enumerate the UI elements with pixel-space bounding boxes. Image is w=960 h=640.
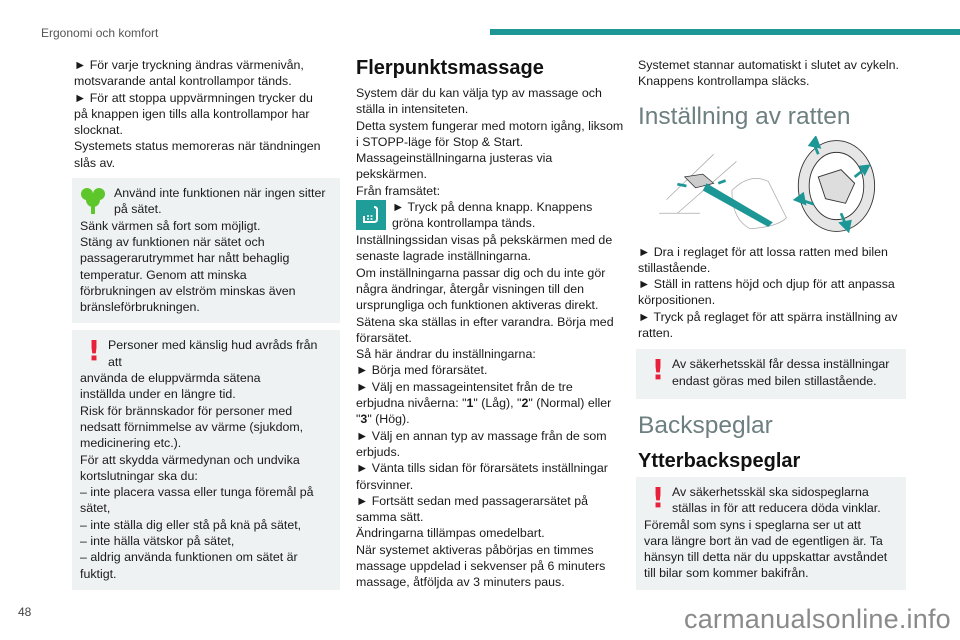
text-line: försvinner. — [356, 477, 414, 492]
massage-button-row — [356, 199, 624, 232]
warning-exclamation-icon: ! — [651, 353, 665, 387]
text-line: ► Välj en annan typ av massage från de som — [356, 428, 607, 443]
text-line: Från framsätet: — [356, 183, 441, 198]
text: " (Hög). — [367, 412, 410, 427]
text-line: samma sätt. — [356, 510, 424, 525]
text-line: bränsleförbrukningen. — [80, 300, 200, 315]
text-line: ► Välj en massageintensitet från de tre — [356, 379, 573, 394]
text-line: – inte hälla vätskor på sätet, — [80, 534, 235, 549]
text-line: medicinering etc.). — [80, 436, 182, 451]
column-1 — [74, 56, 338, 590]
text-line: Systemets status memoreras när tändningen — [74, 139, 321, 154]
text-line: slås av. — [74, 155, 116, 170]
text-line: ► Dra i reglaget för att lossa ratten med bilen — [638, 244, 888, 259]
text-line: gröna kontrollampa tänds. — [392, 216, 536, 231]
text-line: hänsyn till detta när du uppskattar avståndet — [644, 550, 888, 565]
text-line: Föremål som syns i speglarna ser ut att — [644, 517, 861, 532]
text-line: erbjuds. — [356, 444, 401, 459]
column-3 — [638, 56, 904, 590]
warning-exclamation-icon: ! — [651, 480, 665, 514]
text-line: ► För varje tryckning ändras värmenivån, — [74, 58, 304, 72]
text-line: ► Vänta tills sidan för förarsätets inställningar — [356, 461, 608, 476]
section-heading-mirrors: Backspeglar — [638, 411, 773, 439]
text-line: Inställningssidan visas på pekskärmen med de — [356, 233, 613, 248]
text: erbjudna nivåerna: " — [356, 396, 467, 411]
text-line: Så här ändrar du inställningarna: — [356, 347, 536, 362]
text-line: ratten. — [638, 326, 674, 341]
text-line: till bilar som kommer bakifrån. — [644, 566, 809, 581]
section-heading: Flerpunktsmassage — [356, 57, 544, 79]
text-line: Risk för brännskador för personer med — [80, 403, 293, 418]
text-line: För att skydda värmedynan och undvika — [80, 452, 300, 467]
text-line: på sätet. — [114, 202, 162, 217]
text-line: massage, åtföljda av 3 minuters paus. — [356, 575, 565, 590]
eco-note-box — [72, 178, 340, 323]
text-line: Sänk värmen så fort som möjligt. — [80, 218, 261, 233]
text-line: – aldrig använda funktionen om sätet är — [80, 550, 298, 565]
text-line: massage uppdelad i sekvenser på 6 minuters — [356, 559, 606, 574]
text-line: körpositionen. — [638, 293, 716, 308]
text-line: på knappen igen tills alla kontrollampor har — [74, 106, 310, 121]
text-line: Personer med känslig hud avråds från att — [108, 338, 318, 369]
text-line: System där du kan välja typ av massage och — [356, 86, 602, 100]
text-line: inställda under en längre tid. — [80, 387, 236, 402]
text-line: stillastående. — [638, 260, 711, 275]
warning-box — [72, 330, 340, 589]
text-line: Systemet stannar automatiskt i slutet av cykeln. — [638, 58, 900, 72]
text: " (Låg), " — [473, 396, 522, 411]
text-line: motsvarande antal kontrollampor tänds. — [74, 74, 292, 89]
section-header-title: Ergonomi och komfort — [41, 26, 159, 40]
text-line: vara längre bort än vad de egentligen är. Ta — [644, 533, 883, 548]
text-line: kortslutningar ska du: — [80, 468, 198, 483]
text-line: temperatur. Genom att minska — [80, 267, 247, 282]
text-line: Massageinställningarna justeras via — [356, 151, 553, 166]
eco-tree-icon — [80, 185, 114, 215]
text-line: i STOPP-läge för Stop & Start. — [356, 134, 524, 149]
text-line: ställa in intensiteten. — [356, 102, 469, 117]
warning-box-mirrors — [636, 477, 906, 590]
text-line: ► Tryck på denna knapp. Knappens — [392, 200, 593, 215]
text-line: förarsätet. — [356, 330, 412, 345]
text-line: Ändringarna tillämpas omedelbart. — [356, 526, 545, 541]
text-line: passagerarutrymmet har nått behaglig — [80, 251, 290, 266]
text-line: – inte placera vassa eller tunga föremål på — [80, 485, 314, 500]
level-2: 2 — [521, 396, 529, 411]
text-line: använda de eluppvärmda sätena — [80, 371, 261, 386]
warning-exclamation-icon: ! — [87, 334, 101, 368]
section-heading-steering: Inställning av ratten — [638, 102, 851, 130]
text-line: ursprungliga och funktionen aktiveras direkt. — [356, 298, 599, 313]
text-line: förbrukningen av elström minskas även — [80, 283, 296, 298]
text-line: några ändringar, återgår visningen till den — [356, 281, 584, 296]
text-line: ► Börja med förarsätet. — [356, 363, 488, 378]
level-3: 3 — [360, 412, 368, 427]
steering-wheel-illustration — [638, 136, 904, 236]
text-line: ► Ställ in rattens höjd och djup för att anpassa — [638, 277, 895, 292]
levels-line-2 — [356, 411, 624, 427]
column-2 — [356, 56, 624, 591]
page-number: 48 — [18, 605, 32, 619]
intro-text — [74, 57, 338, 171]
text-line: Detta system fungerar med motorn igång, liksom — [356, 118, 624, 133]
warning-box-steering — [636, 349, 906, 399]
text-line: ► För att stoppa uppvärmningen trycker du — [74, 90, 313, 105]
text-line: pekskärmen. — [356, 167, 427, 182]
text-line: sätet, — [80, 501, 111, 516]
text-line: ► Tryck på reglaget för att spärra inställning av — [638, 309, 898, 324]
text-line: senaste lagrade inställningarna. — [356, 249, 531, 264]
text-line: Av säkerhetsskäl får dessa inställningar — [672, 357, 890, 372]
text-line: Stäng av funktionen när sätet och — [80, 234, 265, 249]
header-accent-bar — [490, 29, 960, 35]
text: " (Normal) eller — [528, 396, 612, 411]
text-line: ställas in för att reducera döda vinklar. — [672, 501, 881, 516]
text-line: Av säkerhetsskäl ska sidospeglarna — [672, 484, 869, 499]
watermark: carmanualsonline.info — [684, 604, 951, 634]
subheading-exterior-mirrors: Ytterbackspeglar — [638, 449, 801, 472]
text-line: – inte ställa dig eller stå på knä på sätet, — [80, 517, 302, 532]
text-line: När systemet aktiveras påbörjas en timmes — [356, 542, 594, 557]
text-line: ► Fortsätt sedan med passagerarsätet på — [356, 493, 588, 508]
levels-line — [356, 395, 624, 411]
text: " — [356, 412, 361, 427]
text-line: slocknat. — [74, 123, 123, 138]
text-line: Knappens kontrollampa släcks. — [638, 74, 810, 89]
text-line: endast göras med bilen stillastående. — [672, 373, 877, 388]
seat-massage-icon — [356, 200, 386, 230]
text-line: nedsatt förnimmelse av värme (sjukdom, — [80, 419, 304, 434]
text-line: Använd inte funktionen när ingen sitter — [114, 186, 326, 201]
level-1: 1 — [466, 396, 474, 411]
text-line: Sätena ska ställas in efter varandra. Börja med — [356, 314, 614, 329]
text-line: Om inställningarna passar dig och du inte gör — [356, 265, 606, 280]
text-line: fuktigt. — [80, 566, 117, 581]
